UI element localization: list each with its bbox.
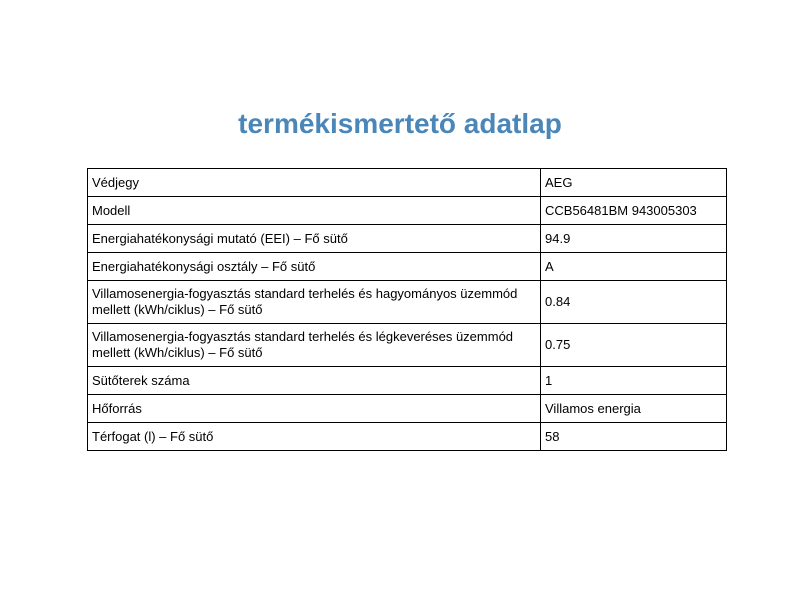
attribute-label-cell: Villamosenergia-fogyasztás standard terhelés és légkeveréses üzemmód mellett (kWh/ciklus) – Fő sütő	[88, 324, 541, 367]
attribute-value-cell: 58	[541, 423, 727, 451]
table-row	[88, 367, 727, 395]
attribute-label-cell: Hőforrás	[88, 395, 541, 423]
table-row	[88, 395, 727, 423]
attribute-value-cell: 1	[541, 367, 727, 395]
attribute-value-cell: CCB56481BM 943005303	[541, 197, 727, 225]
product-data-table	[87, 168, 727, 451]
attribute-value-cell: 0.75	[541, 324, 727, 367]
table-row	[88, 225, 727, 253]
table-row	[88, 324, 727, 367]
attribute-label-cell: Energiahatékonysági osztály – Fő sütő	[88, 253, 541, 281]
attribute-value-cell: Villamos energia	[541, 395, 727, 423]
attribute-label-cell: Modell	[88, 197, 541, 225]
attribute-label-cell: Védjegy	[88, 169, 541, 197]
table-row	[88, 197, 727, 225]
attribute-value-cell: 0.84	[541, 281, 727, 324]
product-table-body	[88, 169, 727, 451]
attribute-value-cell: 94.9	[541, 225, 727, 253]
attribute-label-cell: Térfogat (l) – Fő sütő	[88, 423, 541, 451]
table-row	[88, 281, 727, 324]
attribute-label-cell: Villamosenergia-fogyasztás standard terhelés és hagyományos üzemmód mellett (kWh/ciklus) – Fő sütő	[88, 281, 541, 324]
attribute-value-cell: A	[541, 253, 727, 281]
attribute-label-cell: Energiahatékonysági mutató (EEI) – Fő sütő	[88, 225, 541, 253]
attribute-value-cell: AEG	[541, 169, 727, 197]
table-row	[88, 169, 727, 197]
attribute-label-cell: Sütőterek száma	[88, 367, 541, 395]
table-row	[88, 253, 727, 281]
page-title: termékismertető adatlap	[238, 108, 562, 139]
table-row	[88, 423, 727, 451]
